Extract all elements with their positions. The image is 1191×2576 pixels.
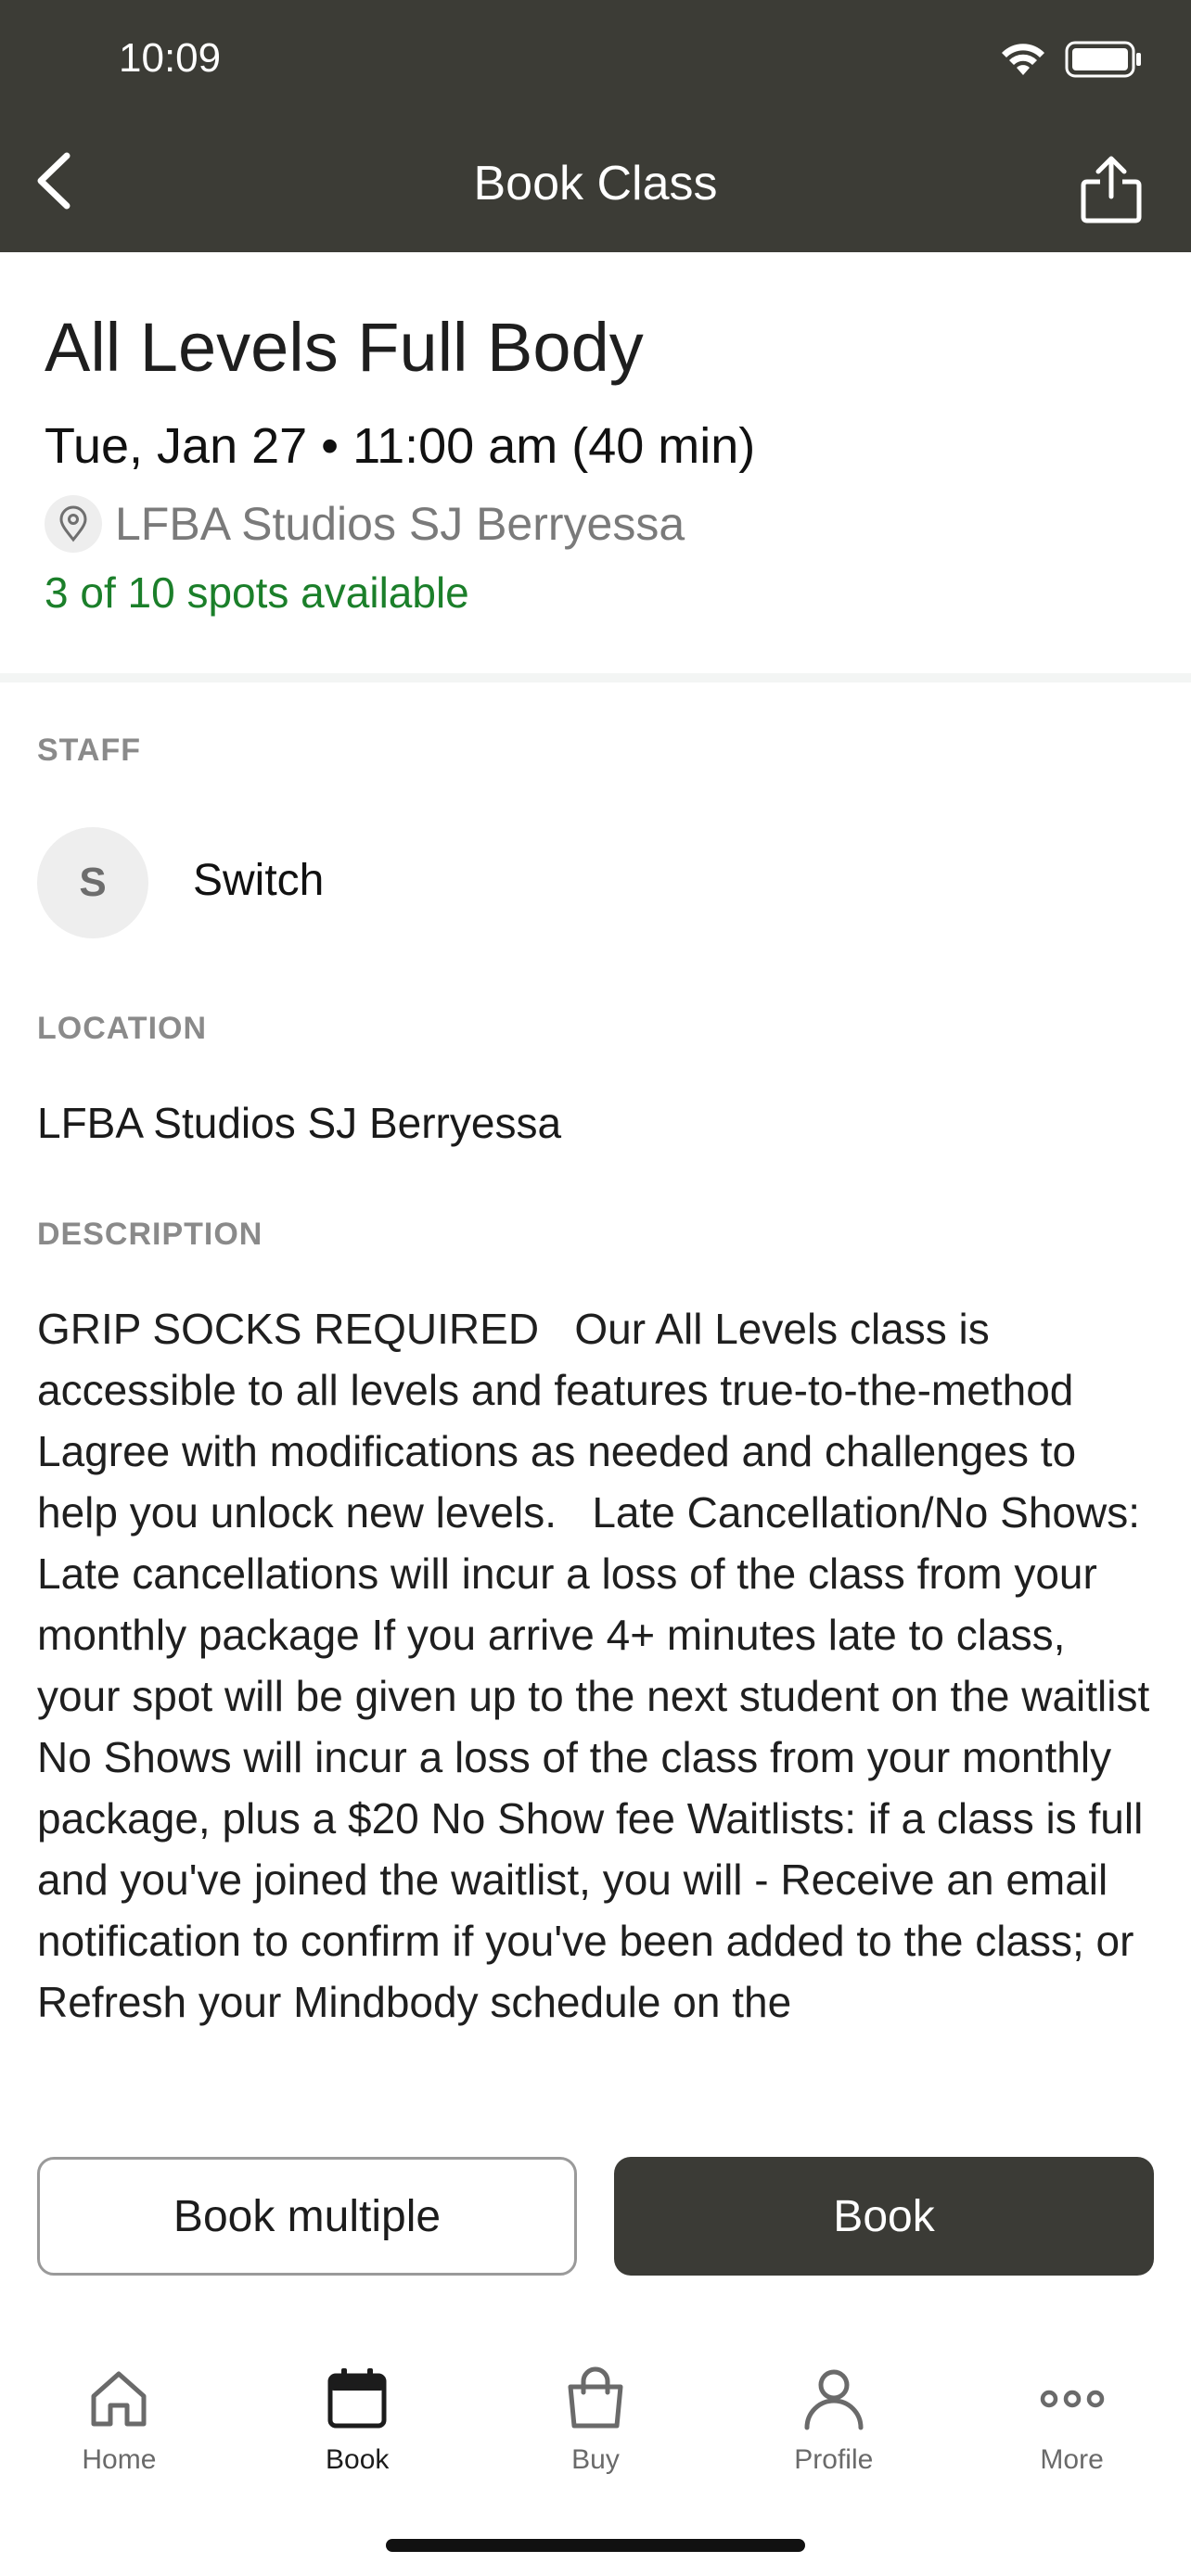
tab-profile-label: Profile xyxy=(794,2444,874,2475)
tab-home[interactable] xyxy=(0,2337,238,2522)
book-button[interactable]: Book xyxy=(614,2157,1154,2276)
tab-more-label: More xyxy=(1040,2444,1104,2475)
calendar-icon xyxy=(323,2365,391,2433)
class-location: LFBA Studios SJ Berryessa xyxy=(115,498,685,550)
staff-name[interactable]: Switch xyxy=(193,856,325,905)
tab-buy[interactable] xyxy=(477,2337,715,2522)
class-description: GRIP SOCKS REQUIRED Our All Levels class is accessible to all levels and features true-to-the-method Lagree with modifications as needed and challenges to help you unlock new levels. Late Cancellation/No Shows: Late cancellations will incur a loss of the class from your monthly package If you arrive 4+ minutes late to class, your spot will be given up to the next student on the waitlist No Shows will incur a loss of the class from your monthly package, plus a $20 No Show fee Waitlists: if a class is full and you've joined the waitlist, you will - Receive an email notification to confirm if you've been added to the class; or Refresh your Mindbody schedule on the xyxy=(37,1305,1162,2026)
class-location-row[interactable] xyxy=(45,495,685,553)
spots-available: 3 of 10 spots available xyxy=(45,568,469,617)
location-label: LOCATION xyxy=(37,1011,208,1046)
staff-label: STAFF xyxy=(37,733,142,768)
class-title: All Levels Full Body xyxy=(45,309,644,386)
tab-home-label: Home xyxy=(82,2444,157,2475)
location-pin-icon xyxy=(45,495,102,553)
app-header xyxy=(0,0,1191,252)
tab-profile[interactable] xyxy=(714,2337,953,2522)
status-time: 10:09 xyxy=(119,35,222,81)
tab-bar xyxy=(0,2337,1191,2522)
class-summary xyxy=(0,252,1191,673)
class-datetime: Tue, Jan 27 • 11:00 am (40 min) xyxy=(45,418,756,474)
home-indicator xyxy=(386,2539,805,2552)
page-title: Book Class xyxy=(473,157,718,210)
avatar[interactable]: S xyxy=(37,827,148,938)
location-name: LFBA Studios SJ Berryessa xyxy=(37,1099,562,1147)
more-icon xyxy=(1038,2365,1107,2433)
tab-book-label: Book xyxy=(326,2444,390,2475)
status-icons xyxy=(1000,41,1143,78)
wifi-icon xyxy=(1000,42,1046,77)
person-icon xyxy=(800,2365,868,2433)
tab-buy-label: Buy xyxy=(571,2444,620,2475)
tab-more[interactable] xyxy=(953,2337,1191,2522)
description-label: DESCRIPTION xyxy=(37,1217,263,1252)
battery-icon xyxy=(1065,41,1143,78)
home-icon xyxy=(84,2365,153,2433)
tab-book[interactable] xyxy=(238,2337,477,2522)
share-icon[interactable] xyxy=(1076,154,1146,224)
section-divider xyxy=(0,673,1191,682)
bag-icon xyxy=(561,2365,630,2433)
book-multiple-button[interactable]: Book multiple xyxy=(37,2157,577,2276)
